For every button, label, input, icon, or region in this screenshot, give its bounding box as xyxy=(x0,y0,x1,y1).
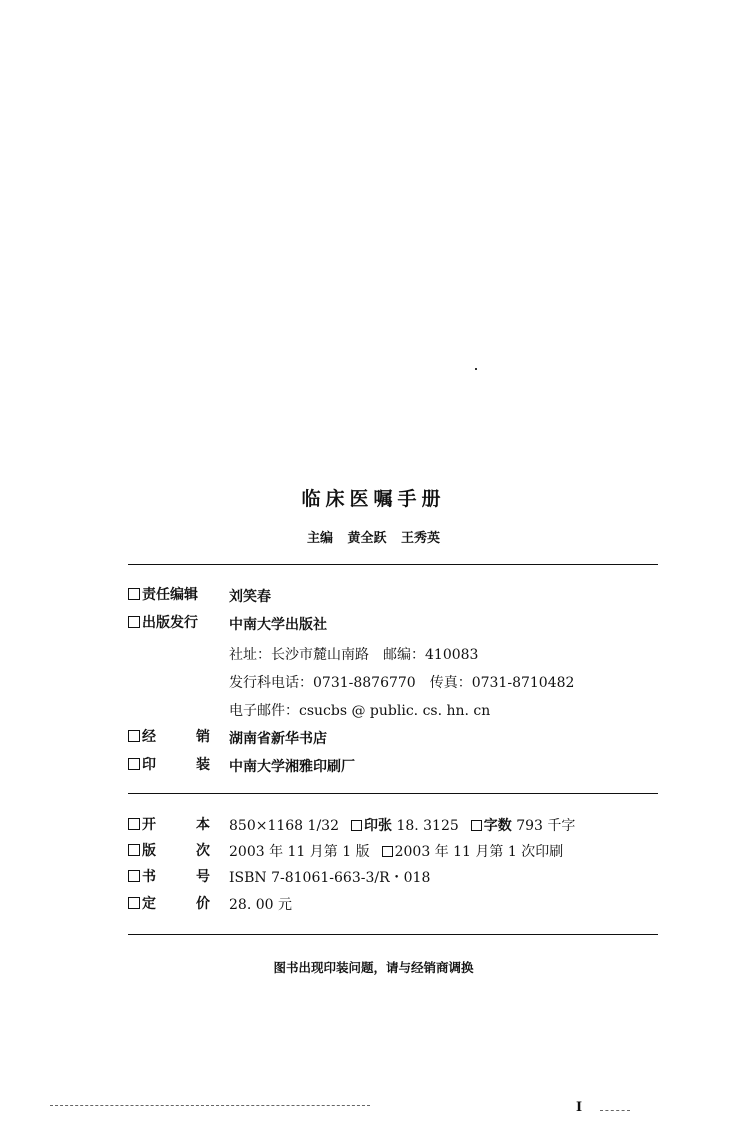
price-value: 28. 00 元 xyxy=(229,897,292,913)
label-price: 定 价 xyxy=(128,893,156,913)
label-format: 开 本 xyxy=(128,814,156,834)
label-isbn: 书 号 xyxy=(128,866,156,886)
divider-bottom xyxy=(128,934,658,935)
publisher-value: 中南大学出版社 xyxy=(229,617,327,633)
words-value: 793 千字 xyxy=(516,818,576,834)
edition-value: 2003 年 11 月第 1 版 xyxy=(229,844,370,860)
edition-line xyxy=(229,841,563,861)
divider-middle xyxy=(128,793,658,794)
editor-name-2: 王秀英 xyxy=(401,531,441,546)
scan-artifact-dots xyxy=(600,1110,630,1111)
footer-notice: 图书出现印装问题，请与经销商调换 xyxy=(273,960,474,975)
publisher-address: 社址：长沙市麓山南路 邮编：410083 xyxy=(229,647,479,663)
page-mark: I xyxy=(576,1100,583,1115)
words-label: 字数 xyxy=(483,818,512,834)
label-edition: 版 次 xyxy=(128,840,156,860)
format-value: 850×1168 1/32 xyxy=(229,818,339,834)
scan-dot xyxy=(475,368,477,370)
responsible-editor-value: 刘笑春 xyxy=(229,589,271,605)
label-printer: 印 装 xyxy=(128,754,156,774)
scan-artifact-line xyxy=(50,1105,370,1106)
editor-label: 主编 xyxy=(306,531,333,546)
print-value: 2003 年 11 月第 1 次印刷 xyxy=(394,844,564,860)
format-line xyxy=(229,815,575,835)
isbn-value: ISBN 7-81061-663-3/R・018 xyxy=(229,870,431,886)
publisher-email: 电子邮件：csucbs @ public. cs. hn. cn xyxy=(229,703,491,719)
printer-value: 中南大学湘雅印刷厂 xyxy=(229,759,355,775)
sheets-value: 18. 3125 xyxy=(396,818,459,834)
label-distributor: 经 销 xyxy=(128,726,156,746)
editor-name-1: 黄全跃 xyxy=(347,531,387,546)
publisher-phone: 发行科电话：0731-8876770 传真：0731-8710482 xyxy=(229,675,575,691)
distributor-value: 湖南省新华书店 xyxy=(229,731,327,747)
divider-top xyxy=(128,564,658,565)
label-publisher: 出版发行 xyxy=(128,612,198,632)
label-responsible-editor: 责任编辑 xyxy=(128,584,198,604)
editors-line xyxy=(0,527,747,546)
sheets-label: 印张 xyxy=(363,818,392,834)
book-title: 临床医嘱手册 xyxy=(301,488,446,510)
